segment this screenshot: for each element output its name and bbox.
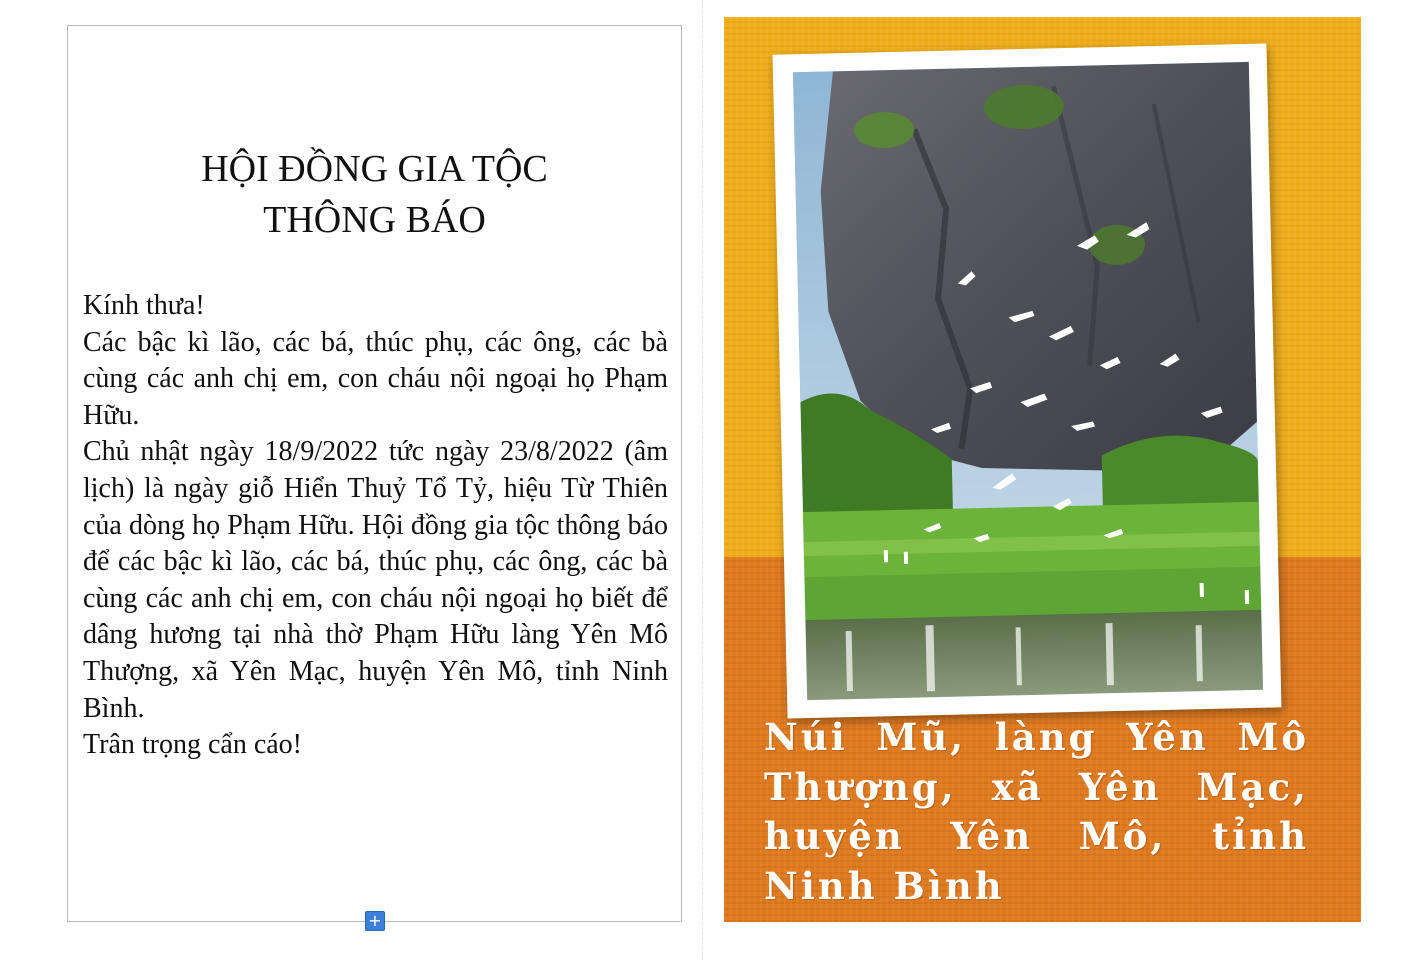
water xyxy=(805,610,1263,700)
plus-icon: + xyxy=(368,911,382,930)
salutation: Kính thưa! xyxy=(83,290,205,321)
photo-frame xyxy=(773,43,1282,718)
notice-body xyxy=(83,288,668,764)
notice-title xyxy=(68,144,681,246)
title-line-1: HỘI ĐỒNG GIA TỘC xyxy=(201,148,548,190)
paragraph-recipients: Các bậc kì lão, các bá, thúc phụ, các ông, các bà cùng các anh chị em, con cháu nội ngoại họ Phạm Hữu. xyxy=(83,326,668,431)
add-section-button[interactable] xyxy=(365,911,385,931)
postcard-caption: Núi Mũ, làng Yên Mô Thượng, xã Yên Mạc, huyện Yên Mô, tỉnh Ninh Bình xyxy=(764,715,1309,908)
postcard xyxy=(724,17,1361,922)
closing: Trân trọng cẩn cáo! xyxy=(83,729,303,761)
notice-page xyxy=(67,25,682,922)
page-divider xyxy=(702,0,703,960)
paragraph-announcement: Chủ nhật ngày 18/9/2022 tức ngày 23/8/2022 (âm lịch) là ngày giỗ Hiển Thuỷ Tổ Tỷ, hiệu Từ Thiên của dòng họ Phạm Hữu. Hội đồng gia tộc thông báo để các bậc kì lão, các bá, thúc phụ, các ông, các bà cùng các anh chị em, con cháu nội ngoại họ biết để dâng hương tại nhà thờ Phạm Hữu làng Yên Mô Thượng, xã Yên Mạc, huyện Yên Mô, tỉnh Ninh Bình. xyxy=(83,436,668,724)
landscape-photo xyxy=(793,62,1263,700)
photo-illustration xyxy=(793,62,1263,700)
title-line-2: THÔNG BÁO xyxy=(263,199,486,241)
